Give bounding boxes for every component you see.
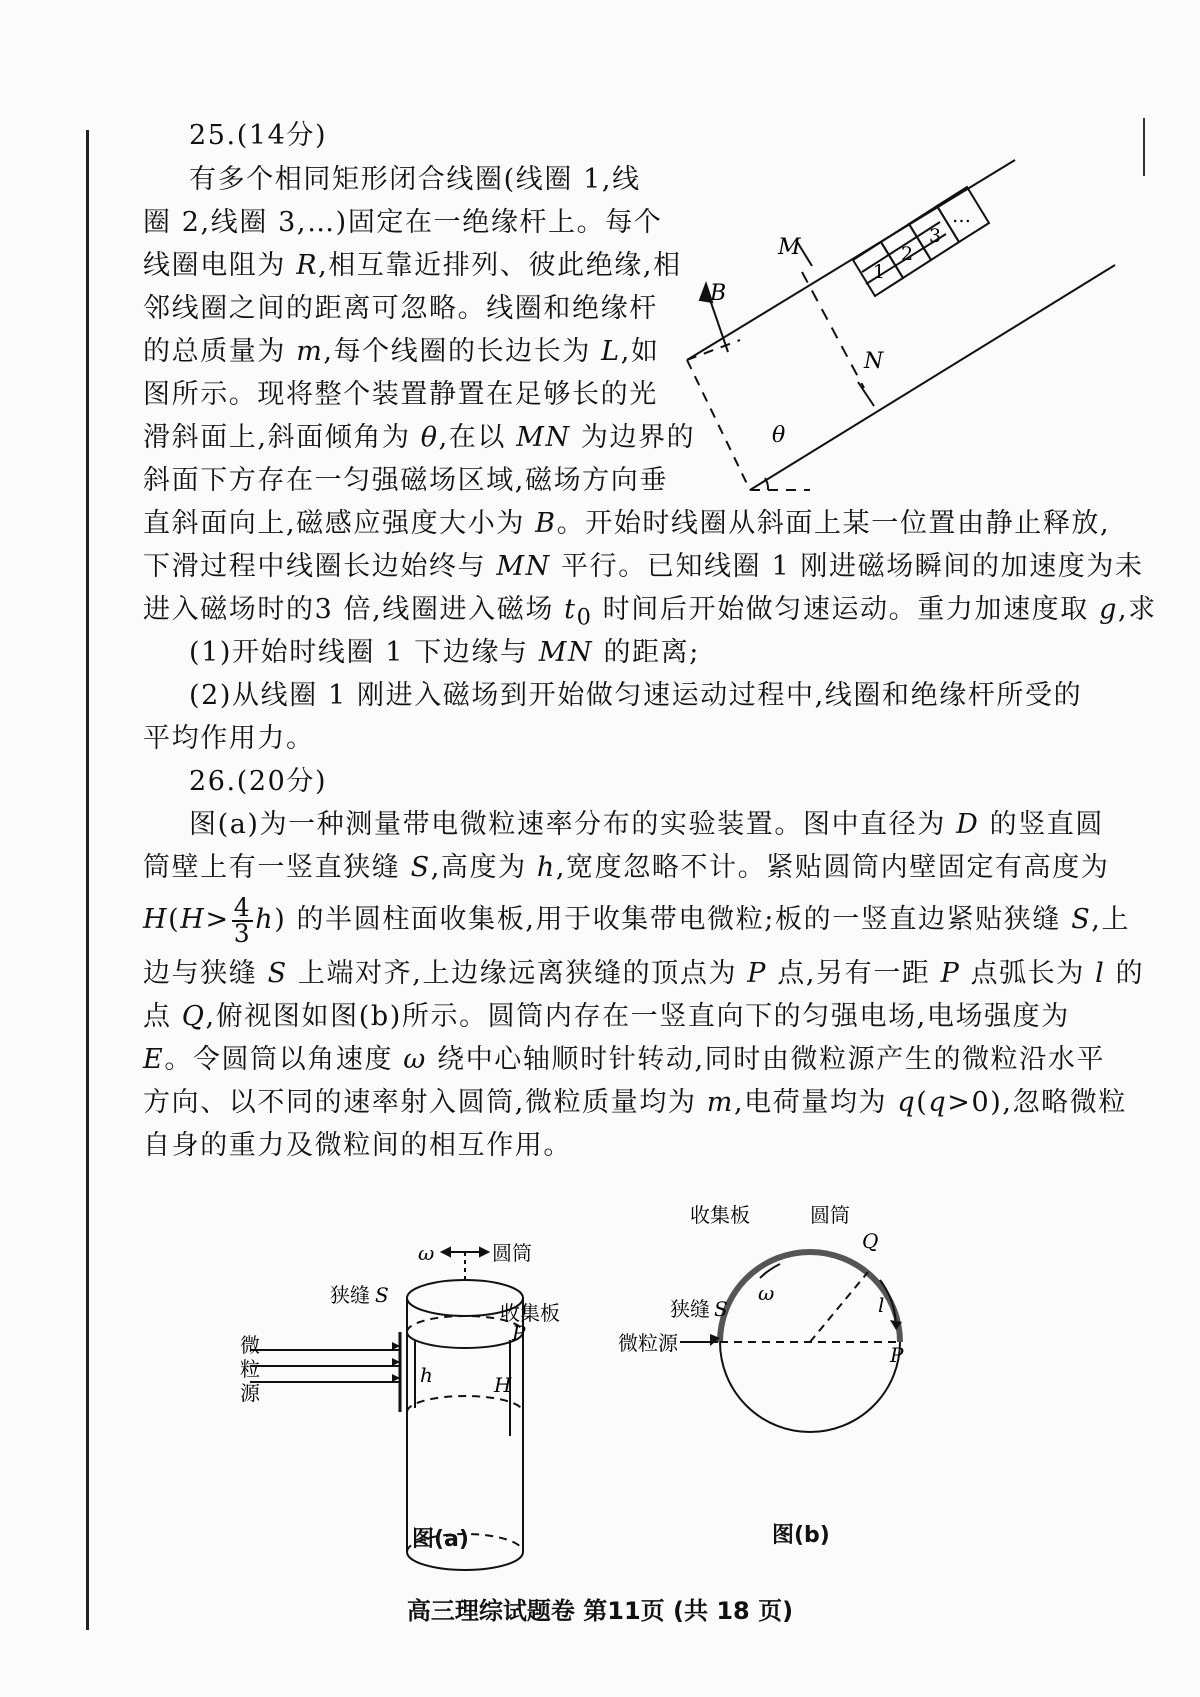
q26-line-1: 图(a)为一种测量带电微粒速率分布的实验装置。图中直径为 D 的竖直圆 bbox=[189, 809, 1104, 840]
q26-line-7: 方向、以不同的速率射入圆筒,微粒质量均为 m,电荷量均为 q(q>0),忽略微粒 bbox=[143, 1087, 1127, 1118]
incline-figure bbox=[690, 160, 1110, 500]
q25-line-8: 斜面下方存在一匀强磁场区域,磁场方向垂 bbox=[143, 465, 668, 496]
p-label: P bbox=[512, 1321, 526, 1345]
mn-boundary bbox=[802, 272, 864, 388]
p-label-b: P bbox=[890, 1343, 904, 1367]
plate-label-b: 收集板 bbox=[690, 1203, 750, 1227]
plate-bottom-back bbox=[407, 1396, 523, 1412]
cylinder-bottom bbox=[407, 1552, 523, 1570]
H-label: H bbox=[494, 1373, 512, 1397]
slit-s-label: S bbox=[375, 1283, 389, 1307]
cylinder-label: 圆筒 bbox=[492, 1241, 532, 1265]
q25-subq-2: (2)从线圈 1 刚进入磁场到开始做匀速运动过程中,线圈和绝缘杆所受的 bbox=[189, 680, 1083, 711]
source-char-3: 源 bbox=[240, 1381, 260, 1405]
fraction-four-thirds: $\frac{4}{3}$ bbox=[233, 892, 252, 948]
source-char-2: 粒 bbox=[240, 1357, 260, 1381]
q25-line-5: 的总质量为 m,每个线圈的长边长为 L,如 bbox=[143, 336, 660, 367]
q25-header: 25.(14分) bbox=[189, 120, 328, 151]
q26-line-2: 筒壁上有一竖直狭缝 S,高度为 h,宽度忽略不计。紧贴圆筒内壁固定有高度为 bbox=[143, 852, 1110, 883]
coil-2-label: 2 bbox=[901, 243, 914, 265]
source-char-1: 微 bbox=[240, 1333, 260, 1357]
q25-subq-2-cont: 平均作用力。 bbox=[143, 723, 315, 754]
omega-label-b: ω bbox=[758, 1281, 775, 1305]
q25-line-3: 线圈电阻为 R,相互靠近排列、彼此绝缘,相 bbox=[143, 250, 682, 281]
tick-n bbox=[858, 382, 874, 406]
q25-line-1: 有多个相同矩形闭合线圈(线圈 1,线 bbox=[189, 164, 641, 195]
coil-dots-label: … bbox=[952, 205, 971, 227]
page-edge-line bbox=[1143, 118, 1145, 176]
figure-b-top-view bbox=[618, 1170, 970, 1490]
slit-label-b: 狭缝 bbox=[670, 1297, 710, 1321]
figure-b-caption: 图(b) bbox=[772, 1523, 830, 1548]
q25-line-10: 下滑过程中线圈长边始终与 MN 平行。已知线圈 1 刚进磁场瞬间的加速度为未 bbox=[143, 551, 1144, 582]
incline-bottom-edge bbox=[750, 265, 1115, 490]
cylinder-label-b: 圆筒 bbox=[810, 1203, 850, 1227]
q26-line-3: H(H> $\frac{4}{3}$ h) 的半圆柱面收集板,用于收集带电微粒;板的一竖直边紧贴狭缝 S,上 bbox=[143, 892, 1131, 948]
plate-top-front bbox=[407, 1332, 523, 1348]
q26-line-6: E。令圆筒以角速度 ω 绕中心轴顺时针转动,同时由微粒源产生的微粒沿水平 bbox=[143, 1044, 1106, 1075]
q-label: Q bbox=[862, 1229, 879, 1253]
slit-s-label-b: S bbox=[714, 1297, 728, 1321]
l-label: l bbox=[878, 1293, 885, 1317]
incline-top-edge bbox=[687, 160, 1015, 360]
q25-line-11: 进入磁场时的3 倍,线圈进入磁场 $t_0$ 时间后开始做匀速运动。重力加速度取 g,求 bbox=[143, 594, 1157, 631]
label-n: N bbox=[864, 349, 884, 374]
q25-line-2: 圈 2,线圈 3,…)固定在一绝缘杆上。每个 bbox=[143, 207, 663, 238]
q26-line-4: 边与狭缝 S 上端对齐,上边缘远离狭缝的顶点为 P 点,另有一距 P 点弧长为 l 的 bbox=[143, 958, 1145, 989]
slit-label: 狭缝 bbox=[330, 1283, 370, 1307]
label-theta: θ bbox=[772, 423, 786, 448]
radius-to-q bbox=[810, 1272, 868, 1342]
q25-line-6: 图所示。现将整个装置静置在足够长的光 bbox=[143, 379, 658, 410]
q26-line-8: 自身的重力及微粒间的相互作用。 bbox=[143, 1130, 572, 1161]
q26-header: 26.(20分) bbox=[189, 766, 328, 797]
coil-3-label: 3 bbox=[929, 225, 942, 247]
page-margin-line bbox=[86, 130, 89, 1630]
h-label: h bbox=[420, 1363, 433, 1387]
q26-line-5: 点 Q,俯视图如图(b)所示。圆筒内存在一竖直向下的匀强电场,电场强度为 bbox=[143, 1001, 1070, 1032]
figure-a-caption: 图(a) bbox=[412, 1527, 469, 1552]
label-b: B bbox=[710, 281, 727, 306]
source-label-b: 微粒源 bbox=[618, 1331, 678, 1355]
q25-line-4: 邻线圈之间的距离可忽略。线圈和绝缘杆 bbox=[143, 293, 658, 324]
q25-subq-1: (1)开始时线圈 1 下边缘与 MN 的距离; bbox=[189, 637, 700, 668]
figure-a-cylinder bbox=[240, 1240, 640, 1570]
omega-label: ω bbox=[418, 1241, 435, 1265]
label-m: M bbox=[778, 235, 801, 260]
coil-1-label: 1 bbox=[873, 261, 886, 283]
incline-end-dashed bbox=[687, 360, 750, 490]
collector-plate-arc bbox=[720, 1252, 900, 1342]
page-footer: 高三理综试题卷 第11页 (共 18 页) bbox=[406, 1597, 794, 1625]
q25-line-9: 直斜面向上,磁感应强度大小为 B。开始时线圈从斜面上某一位置由静止释放, bbox=[143, 508, 1111, 539]
plate-label: 收集板 bbox=[500, 1301, 560, 1325]
q25-line-7: 滑斜面上,斜面倾角为 θ,在以 MN 为边界的 bbox=[143, 422, 696, 453]
